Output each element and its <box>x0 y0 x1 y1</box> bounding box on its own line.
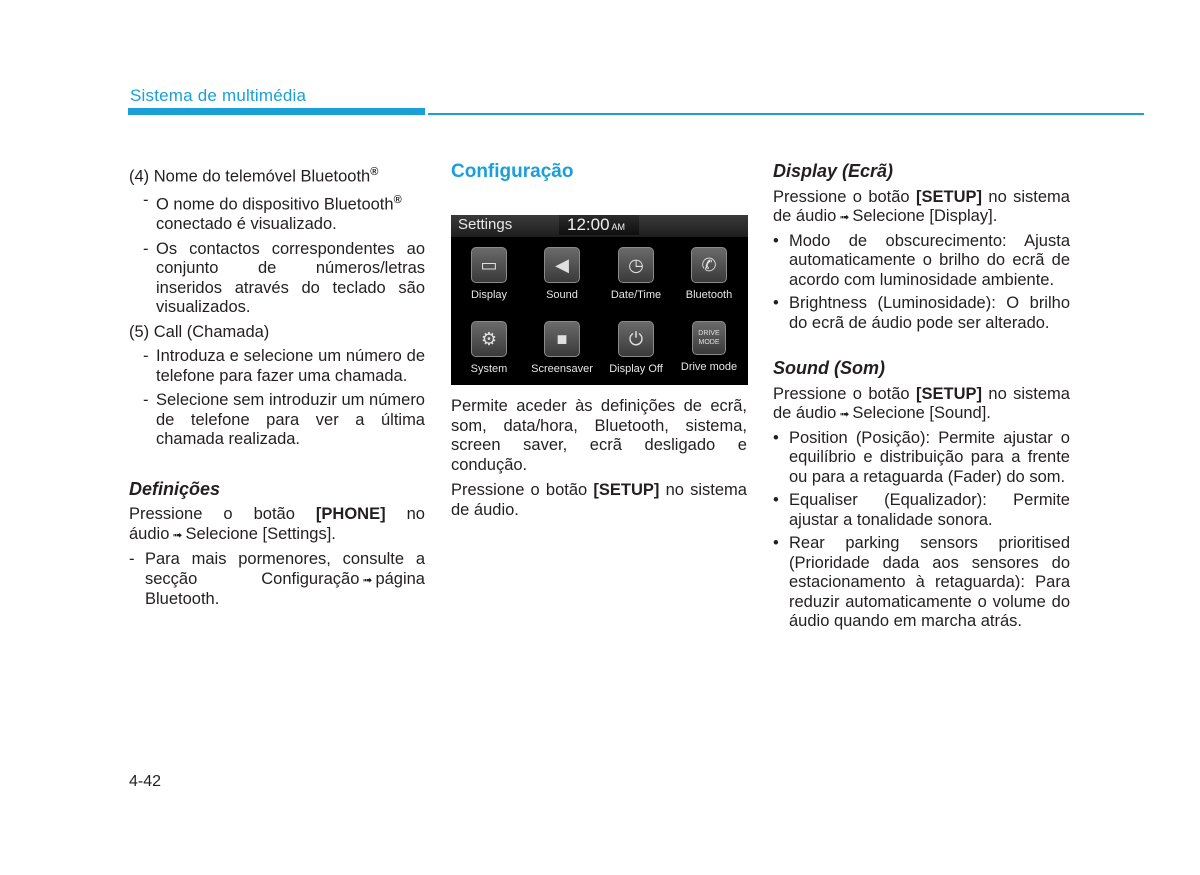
display-text: Pressione o botão [SETUP] no sistema de áudio ➟ Selecione [Display]. <box>773 187 1070 225</box>
arrow-icon: ➟ <box>839 407 850 421</box>
screen-title: Settings <box>458 216 513 233</box>
header-bar-thick <box>128 108 425 115</box>
sound-text: Pressione o botão [SETUP] no sistema de áudio ➟ Selecione [Sound]. <box>773 384 1070 422</box>
sound-bullet: • Rear parking sensors prioritised (Prioridade dada aos sensores do estacionamento à retaguarda): Para reduzir automaticamente o volume do áudio quando em marcha atrás. <box>773 534 1070 630</box>
speaker-icon: ◀ <box>544 247 580 283</box>
setup-button-ref: [SETUP] <box>916 187 982 206</box>
tile-display-off[interactable]: ⏻ Display Off <box>600 321 672 375</box>
tile-sound[interactable]: ◀ Sound <box>526 247 598 301</box>
tile-drive-mode[interactable]: DRIVE MODE Drive mode <box>673 321 745 373</box>
settings-screen <box>451 215 748 385</box>
configuracao-para-2: Pressione o botão [SETUP] no sistema de áudio. <box>451 481 747 519</box>
section-title: Sistema de multimédia <box>130 86 307 105</box>
arrow-icon: ➟ <box>362 572 373 587</box>
item-5-sub-2: - Selecione sem introduzir um número de telefone para ver a última chamada realizada. <box>143 391 425 448</box>
display-bullet: • Modo de obscurecimento: Ajusta automaticamente o brilho do ecrã de acordo com luminosidade ambiente. <box>773 231 1070 289</box>
column-1 <box>129 163 425 610</box>
item-5-label: (5) Call (Chamada) <box>129 322 270 341</box>
arrow-icon: ➟ <box>172 527 183 542</box>
phone-button-ref: [PHONE] <box>315 505 386 523</box>
item-4-label: (4) Nome do telemóvel Bluetooth® <box>129 166 379 186</box>
item-4-sub-2: - Os contactos correspondentes ao conjunto de números/letras inseridos através do teclado são visualizados. <box>143 239 425 316</box>
bluetooth-phone-icon: ✆ <box>691 247 727 283</box>
tile-screensaver[interactable]: ■ Screensaver <box>526 321 598 375</box>
configuracao-para-1: Permite aceder às definições de ecrã, som, data/hora, Bluetooth, sistema, screen saver, ecrã desligado e condução. <box>451 397 747 474</box>
screen-status-bar <box>451 215 748 237</box>
tile-date-time[interactable]: ◷ Date/Time <box>600 247 672 301</box>
definicoes-heading: Definições <box>129 478 221 499</box>
setup-button-ref: [SETUP] <box>916 384 982 403</box>
sound-bullet: • Position (Posição): Permite ajustar o equilíbrio e distribuição para a frente ou para a retaguarda (Fader) do som. <box>773 428 1070 486</box>
setup-button-ref: [SETUP] <box>593 481 660 499</box>
display-heading: Display (Ecrã) <box>773 161 894 181</box>
tile-display[interactable]: ▭ Display <box>453 247 525 301</box>
arrow-icon: ➟ <box>839 210 850 224</box>
tile-bluetooth[interactable]: ✆ Bluetooth <box>673 247 745 301</box>
sound-heading: Sound (Som) <box>773 358 885 378</box>
drive-mode-icon: DRIVE MODE <box>692 321 726 355</box>
header-bar-thin <box>428 113 1144 115</box>
screensaver-icon: ■ <box>544 321 580 357</box>
sound-bullet: • Equaliser (Equalizador): Permite ajustar a tonalidade sonora. <box>773 491 1070 529</box>
column-3 <box>773 162 1070 636</box>
display-bullet: • Brightness (Luminosidade): O brilho do ecrã de áudio pode ser alterado. <box>773 294 1070 332</box>
gear-icon: ⚙ <box>471 321 507 357</box>
item-4-sub-1: - O nome do dispositivo Bluetooth® conectado é visualizado. <box>143 191 402 233</box>
display-icon: ▭ <box>471 247 507 283</box>
monitor-off-icon: ⏻ <box>618 321 654 357</box>
definicoes-text: Pressione o botão [PHONE] no áudio ➟ Selecione [Settings]. <box>129 505 425 543</box>
definicoes-note: - Para mais pormenores, consulte a secção Configuração ➟ página Bluetooth. <box>129 550 425 608</box>
page-number: 4-42 <box>129 773 162 790</box>
tile-system[interactable]: ⚙ System <box>453 321 525 375</box>
item-5-sub-1: - Introduza e selecione um número de telefone para fazer uma chamada. <box>143 347 425 385</box>
screen-clock: 12:00 AM <box>559 215 639 235</box>
configuracao-heading: Configuração <box>451 161 574 182</box>
column-2-text <box>451 397 747 520</box>
clock-icon: ◷ <box>618 247 654 283</box>
